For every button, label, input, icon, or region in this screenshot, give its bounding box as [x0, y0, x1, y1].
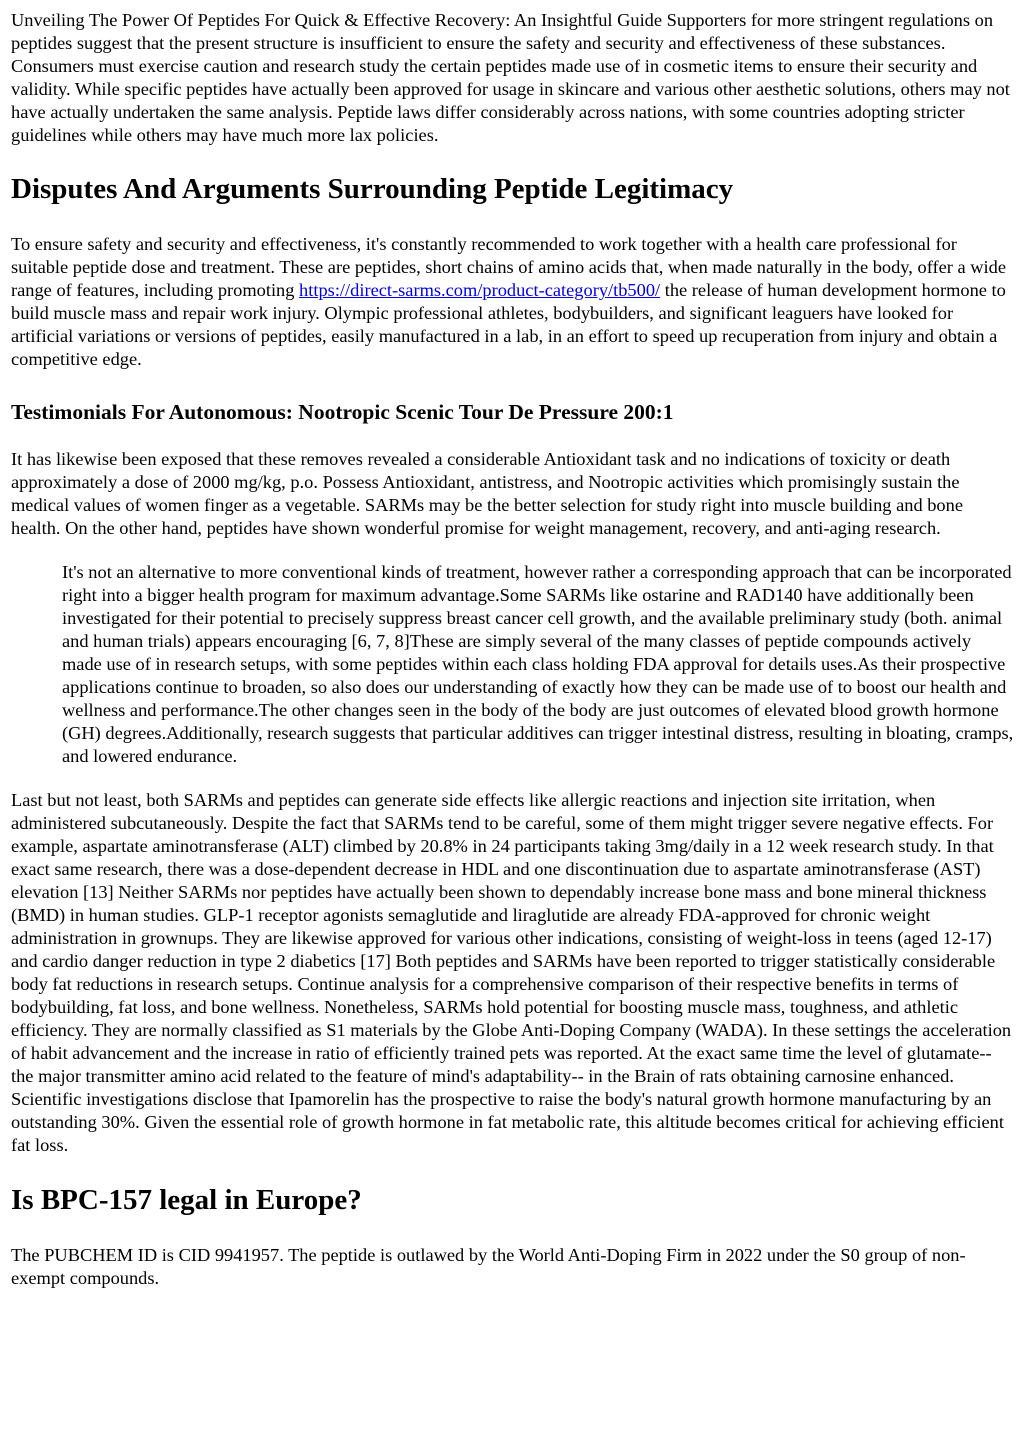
heading-disputes: Disputes And Arguments Surrounding Peptide Legitimacy [11, 173, 734, 205]
testimonials-paragraph: It has likewise been exposed that these removes revealed a considerable Antioxidant task and no indications of toxicity or death approximately a dose of 2000 mg/kg, p.o. Possess Antioxidant, antistress, and Nootropic activities which promisingly sustain the medical values of women finger as a vegetable. SARMs may be the better selection for study right into muscle building and bone health. On the other hand, peptides have shown wonderful promise for weight management, recovery, and anti-aging research. [11, 449, 963, 538]
side-effects-paragraph: Last but not least, both SARMs and peptides can generate side effects like allergic reactions and injection site irritation, when administered subcutaneously. Despite the fact that SARMs tend to be careful, some of them might trigger severe negative effects. For example, aspartate aminotransferase (ALT) climbed by 20.8% in 24 participants taking 3mg/daily in a 12 week research study. In that exact same research, there was a dose-dependent decrease in HDL and one discontinuation due to aspartate aminotransferase (AST) elevation [13] Neither SARMs nor peptides have actually been shown to dependably increase bone mass and bone mineral thickness (BMD) in human studies. GLP-1 receptor agonists semaglutide and liraglutide are already FDA-approved for chronic weight administration in grownups. They are likewise approved for various other indications, consisting of weight-loss in teens (aged 12-17) and cardio danger reduction in type 2 diabetics [17] Both peptides and SARMs have been reported to trigger statistically considerable body fat reductions in research setups. Continue analysis for a comprehensive comparison of their respective benefits in terms of bodybuilding, fat loss, and bone wellness. Nonetheless, SARMs hold potential for boosting muscle mass, toughness, and athletic efficiency. They are normally classified as S1 materials by the Globe Anti-Doping Company (WADA). In these settings the acceleration of habit advancement and the increase in ratio of efficiently trained pets was reported. At the exact same time the level of glutamate-- the major transmitter amino acid related to the feature of mind's adaptability-- in the Brain of rats obtaining carnosine enhanced. Scientific investigations disclose that Ipamorelin has the prospective to raise the body's natural growth hormone manufacturing by an outstanding 30%. Given the essential role of growth hormone in fat metabolic rate, this altitude becomes critical for achieving efficient fat loss. [11, 790, 1012, 1155]
heading-bpc-157: Is BPC-157 legal in Europe? [11, 1184, 362, 1216]
disputes-text-before-link: To ensure safety and security and effectiveness, it's constantly recommended to work together with a health care professional for suitable peptide dose and treatment. These are peptides, short chains of amino acids that, when made naturally in the body, offer a wide range of features, including promoting [11, 234, 1006, 300]
intro-paragraph: Unveiling The Power Of Peptides For Quick & Effective Recovery: An Insightful Guide Supporters for more stringent regulations on peptides suggest that the present structure is insufficient to ensure the safety and security and effectiveness of these substances. Consumers must exercise caution and research study the certain peptides made use of in cosmetic items to ensure their security and validity. While specific peptides have actually been approved for usage in skincare and various other aesthetic solutions, others may not have actually undertaken the same analysis. Peptide laws differ considerably across nations, with some countries adopting stricter guidelines while others may have much more lax policies. [11, 10, 1010, 145]
tb500-link[interactable]: https://direct-sarms.com/product-category/tb500/ [299, 280, 661, 300]
quoted-passage: It's not an alternative to more conventional kinds of treatment, however rather a corresponding approach that can be incorporated right into a bigger health program for maximum advantage.Some SARMs like ostarine and RAD140 have additionally been investigated for their potential to precisely suppress breast cancer cell growth, and the available preliminary study (both. animal and human trials) appears encouraging [6, 7, 8]These are simply several of the many classes of peptide compounds actively made use of in research setups, with some peptides within each class holding FDA approval for details uses.As their prospective applications continue to broaden, so also does our understanding of exactly how they can be made use of to boost our health and wellness and performance.The other changes seen in the body of the body are just outcomes of elevated blood growth hormone (GH) degrees.Additionally, research suggests that particular additives can trigger intestinal distress, resulting in bloating, cramps, and lowered endurance. [62, 562, 1014, 766]
heading-testimonials: Testimonials For Autonomous: Nootropic Scenic Tour De Pressure 200:1 [11, 400, 674, 424]
bpc-paragraph: The PUBCHEM ID is CID 9941957. The peptide is outlawed by the World Anti-Doping Firm in 2022 under the S0 group of non-exempt compounds. [11, 1245, 966, 1288]
disputes-paragraph [11, 233, 1014, 371]
disputes-text-after-link: the release of human development hormone to build muscle mass and repair work injury. Olympic professional athletes, bodybuilders, and significant leaguers have looked for artificial variations or versions of peptides, easily manufactured in a lab, in an effort to speed up recuperation from injury and obtain a competitive edge. [11, 280, 1006, 369]
